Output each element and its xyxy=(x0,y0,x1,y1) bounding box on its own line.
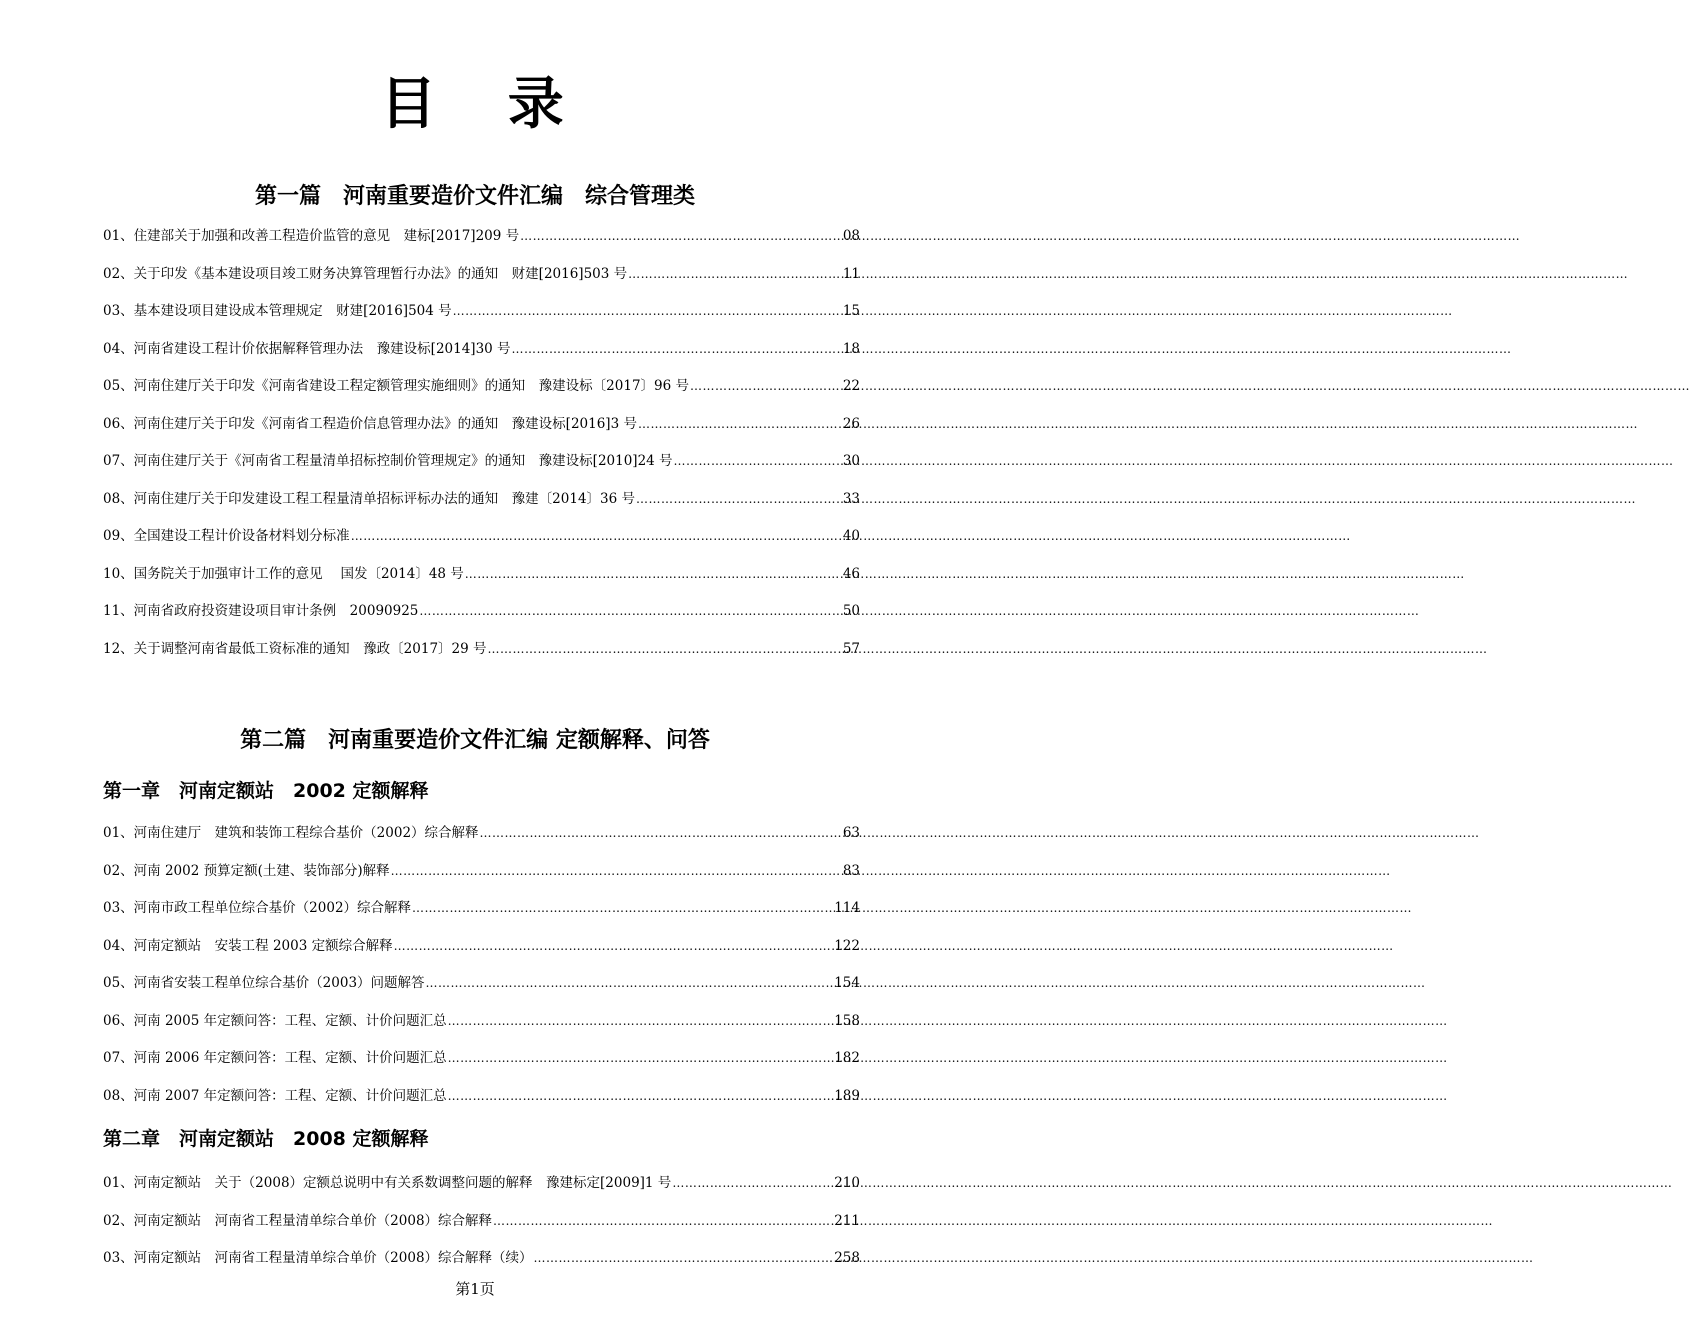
entry-text: 12、关于调整河南省最低工资标准的通知 豫政〔2017〕29 号 xyxy=(103,640,487,657)
entry-page: 182 xyxy=(834,1050,860,1066)
dot-leader xyxy=(480,821,842,845)
dot-leader xyxy=(419,599,841,623)
entry-page: 258 xyxy=(834,1250,860,1266)
entry-page: 15 xyxy=(842,303,860,319)
toc-entry[interactable] xyxy=(103,524,860,562)
chapter2-entry-list xyxy=(103,1171,860,1284)
toc-entry[interactable] xyxy=(103,1009,860,1047)
toc-entry[interactable] xyxy=(103,562,860,600)
dot-leader xyxy=(448,1009,834,1033)
dot-leader xyxy=(628,262,842,286)
toc-entry[interactable] xyxy=(103,412,860,450)
dot-leader xyxy=(351,524,842,548)
entry-text: 05、河南省安装工程单位综合基价（2003）问题解答 xyxy=(103,975,425,991)
dot-leader xyxy=(448,1046,834,1070)
entry-page: 11 xyxy=(842,265,860,282)
entry-text: 11、河南省政府投资建设项目审计条例 20090925 xyxy=(103,603,419,619)
entry-text: 03、河南定额站 河南省工程量清单综合单价（2008）综合解释（续） xyxy=(103,1250,533,1266)
entry-text: 06、河南 2005 年定额问答：工程、定额、计价问题汇总 xyxy=(103,1012,447,1029)
entry-text: 01、河南定额站 关于（2008）定额总说明中有关系数调整问题的解释 豫建标定[2009]1 号 xyxy=(103,1175,672,1191)
entry-text: 07、河南住建厅关于《河南省工程量清单招标控制价管理规定》的通知 豫建设标[2010]24 号 xyxy=(103,453,673,469)
toc-entry[interactable] xyxy=(103,599,860,637)
part1-title: 第一篇 河南重要造价文件汇编 综合管理类 xyxy=(254,184,695,209)
toc-entry[interactable] xyxy=(103,971,860,1009)
dot-leader xyxy=(638,412,842,436)
entry-page: 122 xyxy=(834,937,860,954)
dot-leader xyxy=(453,299,842,323)
dot-leader xyxy=(674,449,842,473)
entry-page: 22 xyxy=(842,378,860,394)
toc-entry[interactable] xyxy=(103,896,860,934)
toc-entry[interactable] xyxy=(103,224,860,262)
dot-leader xyxy=(465,562,842,586)
entry-page: 211 xyxy=(834,1212,860,1229)
entry-text: 03、基本建设项目建设成本管理规定 财建[2016]504 号 xyxy=(103,303,452,319)
entry-text: 08、河南住建厅关于印发建设工程工程量清单招标评标办法的通知 豫建〔2014〕36 号 xyxy=(103,490,636,507)
entry-page: 57 xyxy=(842,640,860,657)
entry-page: 18 xyxy=(842,340,860,357)
entry-page: 40 xyxy=(842,528,860,544)
entry-page: 83 xyxy=(842,862,860,879)
entry-text: 02、河南 2002 预算定额(土建、装饰部分)解释 xyxy=(103,862,390,879)
dot-leader xyxy=(391,859,842,883)
entry-page: 30 xyxy=(842,453,860,469)
entry-text: 02、关于印发《基本建设项目竣工财务决算管理暂行办法》的通知 财建[2016]503 号 xyxy=(103,265,628,282)
toc-entry[interactable] xyxy=(103,821,860,859)
page-number-footer: 第1页 xyxy=(455,1280,495,1298)
entry-text: 04、河南定额站 安装工程 2003 定额综合解释 xyxy=(103,937,393,954)
entry-page: 210 xyxy=(834,1175,860,1191)
entry-text: 08、河南 2007 年定额问答：工程、定额、计价问题汇总 xyxy=(103,1087,447,1104)
entry-text: 10、国务院关于加强审计工作的意见 国发〔2014〕48 号 xyxy=(103,565,464,582)
dot-leader xyxy=(488,637,842,661)
dot-leader xyxy=(520,224,842,248)
toc-entry[interactable] xyxy=(103,262,860,300)
toc-entry[interactable] xyxy=(103,337,860,375)
entry-text: 02、河南定额站 河南省工程量清单综合单价（2008）综合解释 xyxy=(103,1212,493,1229)
toc-entry[interactable] xyxy=(103,637,860,675)
toc-entry[interactable] xyxy=(103,859,860,897)
dot-leader xyxy=(394,934,834,958)
toc-entry[interactable] xyxy=(103,1084,860,1122)
dot-leader xyxy=(672,1171,833,1195)
entry-page: 154 xyxy=(834,975,860,991)
entry-page: 33 xyxy=(842,490,860,507)
entry-text: 06、河南住建厅关于印发《河南省工程造价信息管理办法》的通知 豫建设标[2016]3 号 xyxy=(103,415,637,432)
toc-entry[interactable] xyxy=(103,934,860,972)
dot-leader xyxy=(493,1209,833,1233)
toc-entry[interactable] xyxy=(103,299,860,337)
toc-entry[interactable] xyxy=(103,487,860,525)
entry-page: 26 xyxy=(842,415,860,432)
dot-leader xyxy=(426,971,834,995)
dot-leader xyxy=(534,1246,834,1270)
entry-page: 158 xyxy=(834,1012,860,1029)
entry-text: 09、全国建设工程计价设备材料划分标准 xyxy=(103,528,350,544)
entry-text: 03、河南市政工程单位综合基价（2002）综合解释 xyxy=(103,900,412,916)
dot-leader xyxy=(690,374,842,398)
chapter2-title: 第二章 河南定额站 2008 定额解释 xyxy=(103,1128,429,1150)
chapter1-title: 第一章 河南定额站 2002 定额解释 xyxy=(103,780,429,802)
part2-title: 第二篇 河南重要造价文件汇编 定额解释、问答 xyxy=(240,728,710,753)
toc-entry[interactable] xyxy=(103,1171,860,1209)
entry-page: 46 xyxy=(842,565,860,582)
dot-leader xyxy=(636,487,842,511)
entry-page: 189 xyxy=(834,1087,860,1104)
dot-leader xyxy=(512,337,842,361)
toc-entry[interactable] xyxy=(103,374,860,412)
chapter1-entry-list xyxy=(103,821,860,1121)
part1-entry-list xyxy=(103,224,860,674)
entry-text: 07、河南 2006 年定额问答：工程、定额、计价问题汇总 xyxy=(103,1050,447,1066)
toc-entry[interactable] xyxy=(103,449,860,487)
dot-leader xyxy=(448,1084,834,1108)
entry-text: 04、河南省建设工程计价依据解释管理办法 豫建设标[2014]30 号 xyxy=(103,340,511,357)
entry-text: 01、住建部关于加强和改善工程造价监管的意见 建标[2017]209 号 xyxy=(103,228,520,244)
toc-entry[interactable] xyxy=(103,1046,860,1084)
entry-page: 08 xyxy=(842,228,860,244)
entry-page: 114 xyxy=(834,900,860,916)
entry-page: 50 xyxy=(842,603,860,619)
dot-leader xyxy=(412,896,833,920)
toc-entry[interactable] xyxy=(103,1209,860,1247)
entry-text: 05、河南住建厅关于印发《河南省建设工程定额管理实施细则》的通知 豫建设标〔2017〕96 号 xyxy=(103,378,690,394)
document-title: 目 录 xyxy=(380,72,590,137)
entry-page: 63 xyxy=(842,825,860,841)
entry-text: 01、河南住建厅 建筑和装饰工程综合基价（2002）综合解释 xyxy=(103,825,479,841)
